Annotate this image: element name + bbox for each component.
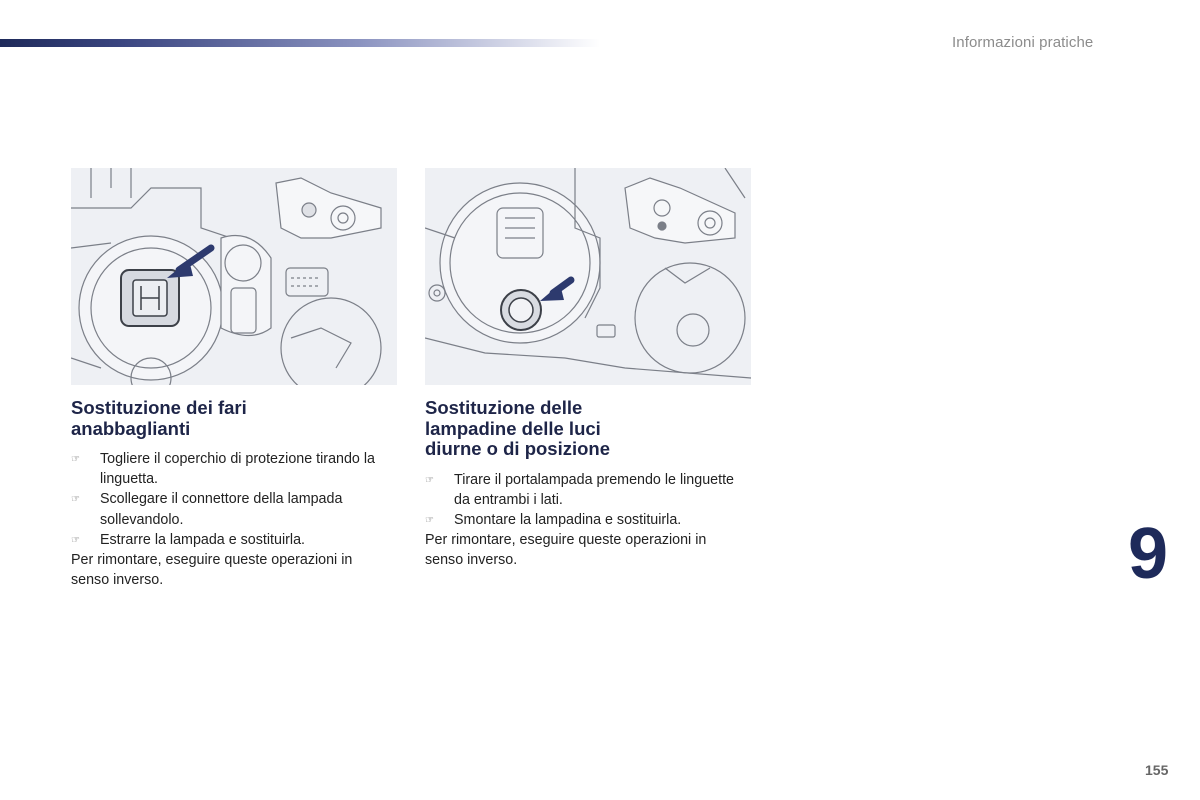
section-title-daytime-lights: Sostituzione delle lampadine delle luci diurne o di posizione: [425, 397, 610, 459]
page-number: 155: [1145, 762, 1169, 778]
pointing-hand-icon: ☞: [425, 514, 434, 526]
header-gradient-rule: [0, 39, 600, 47]
low-beam-steps: [71, 449, 391, 550]
list-item: ☞ Scollegare il connettore della lampada sollevandolo.: [71, 491, 343, 528]
list-item: ☞ Smontare la lampadina e sostituirla.: [425, 510, 745, 530]
chapter-number: 9: [1128, 514, 1169, 594]
header-title: Informazioni pratiche: [952, 34, 1094, 51]
daytime-running-light-illustration: [425, 168, 751, 385]
section-title-low-beam: Sostituzione dei fari anabbaglianti: [71, 397, 247, 439]
daytime-light-section: [425, 398, 745, 571]
pointing-hand-icon: ☞: [425, 474, 434, 486]
pointing-hand-icon: ☞: [71, 494, 80, 506]
list-item: ☞ Togliere il coperchio di protezione tirando la linguetta.: [71, 451, 375, 488]
low-beam-section: [71, 398, 391, 590]
list-item: ☞ Estrarre la lampada e sostituirla.: [71, 530, 391, 550]
pointing-hand-icon: ☞: [71, 454, 80, 465]
daytime-light-steps: [425, 470, 745, 531]
pointing-hand-icon: ☞: [71, 534, 80, 546]
list-item: ☞ Tirare il portalampada premendo le linguette da entrambi i lati.: [425, 471, 735, 508]
reassembly-note: Per rimontare, eseguire queste operazioni in senso inverso.: [71, 552, 353, 589]
low-beam-headlamp-illustration: [71, 168, 397, 385]
reassembly-note: Per rimontare, eseguire queste operazioni in senso inverso.: [425, 532, 707, 569]
